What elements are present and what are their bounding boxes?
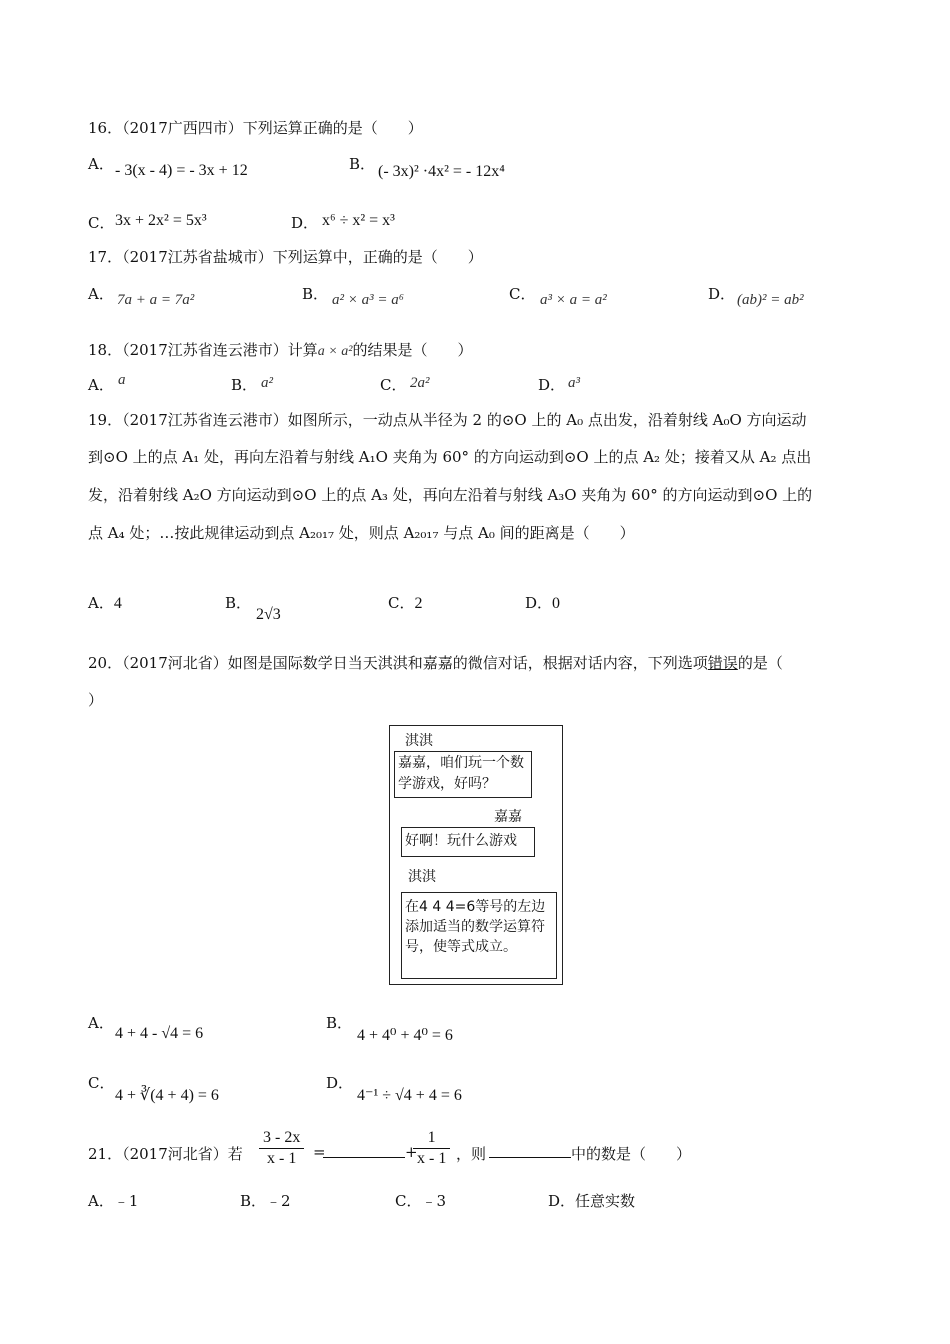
q21-option-c: [395, 1190, 446, 1211]
q19-option-d: [525, 592, 560, 613]
question-text: 如图是国际数学日当天淇淇和嘉嘉的微信对话，根据对话内容，下列选项: [227, 654, 708, 672]
q20-option-b-expr: 4 + 4⁰ + 4⁰ = 6: [357, 1027, 453, 1044]
q21-option-d: [548, 1190, 635, 1211]
option-expr: ﹣1: [113, 1192, 139, 1210]
chat-bubble-2: 好啊！玩什么游戏: [401, 827, 535, 857]
question-text: 如图所示，一动点从半径为 2 的⊙O 上的 A₀ 点出发，沿着射线 A₀O 方向运动: [287, 411, 807, 429]
chat-name-qiqi-2: 淇淇: [408, 869, 436, 885]
question-number: 20．: [88, 654, 123, 672]
question-21-head: [88, 1143, 243, 1164]
wechat-dialog-figure: [389, 725, 563, 985]
q20-option-c-label: C．: [88, 1074, 115, 1092]
q16-option-b-expr: (- 3x)² ·4x² = - 12x⁴: [378, 163, 505, 180]
q17-option-b-label: B．: [302, 285, 329, 303]
q17-option-c-expr: a³ × a = a²: [540, 292, 607, 308]
option-expr: 任意实数: [575, 1192, 636, 1210]
q16-option-c-expr: 3x + 2x² = 5x³: [115, 212, 207, 229]
question-source: （2017江苏省盐城市）: [122, 248, 273, 266]
fraction-numerator: 3 - 2x: [259, 1129, 304, 1149]
q17-option-d-label: D．: [708, 285, 736, 303]
option-label: C．: [395, 1192, 422, 1210]
question-text: 下列运算中，正确的是（ ）: [272, 248, 483, 266]
question-19-line-3: 发，沿着射线 A₂O 方向运动到⊙O 上的点 A₃ 处，再向左沿着与射线 A₃O 夹角为 60° 的方向运动到⊙O 上的: [88, 486, 813, 504]
q17-option-b-expr: a² × a³ = a⁶: [332, 292, 404, 308]
answer-blank-1: [323, 1143, 405, 1162]
question-text: 的结果是（ ）: [352, 341, 473, 359]
fraction-2: [413, 1129, 450, 1168]
question-19-line-1: [88, 409, 807, 430]
q18-option-d-expr: a³: [568, 375, 580, 391]
option-expr: 2: [414, 595, 423, 612]
equals-sign: =: [313, 1143, 326, 1161]
q18-option-b-label: B．: [231, 376, 258, 394]
question-16-stem: [88, 117, 423, 138]
question-expr: a × a²: [317, 344, 353, 359]
question-text: 下列运算正确的是（ ）: [242, 119, 423, 137]
q19-option-b-expr: 2√3: [256, 606, 281, 623]
chat-bubble-3: 在4 4 4=6等号的左边添加适当的数学运算符号，使等式成立。: [401, 892, 557, 979]
q18-option-b-expr: a²: [261, 375, 273, 391]
question-20-line-2: ）: [88, 691, 104, 709]
q21-option-b: [240, 1190, 291, 1211]
q16-option-b-label: B．: [349, 155, 376, 173]
question-19-line-2: 到⊙O 上的点 A₁ 处，再向左沿着与射线 A₁O 夹角为 60° 的方向运动到⊙O 上的点 A₂ 处；接着又从 A₂ 点出: [88, 448, 812, 466]
fraction-denominator: x - 1: [267, 1150, 297, 1167]
q17-option-a-label: A．: [88, 285, 114, 303]
q18-option-c-label: C．: [380, 376, 407, 394]
question-number: 21．: [88, 1145, 123, 1163]
question-21-tail: 中的数是（ ）: [571, 1145, 692, 1163]
option-label: D．: [525, 594, 553, 612]
q16-option-a-label: A．: [88, 155, 114, 173]
option-label: A．: [88, 594, 114, 612]
q20-option-c-expr: 4 + ∛(4 + 4) = 6: [115, 1087, 219, 1104]
option-expr: ﹣3: [421, 1192, 447, 1210]
question-source: （2017江苏省连云港市）: [122, 341, 288, 359]
q18-option-a-label: A．: [88, 376, 114, 394]
q20-option-d-expr: 4⁻¹ ÷ √4 + 4 = 6: [357, 1087, 462, 1104]
fraction-numerator: 1: [413, 1129, 450, 1149]
q17-option-c-label: C．: [509, 285, 536, 303]
fraction-denominator: x - 1: [417, 1150, 447, 1167]
question-source: （2017广西四市）: [122, 119, 243, 137]
question-19-line-4: 点 A₄ 处；…按此规律运动到点 A₂₀₁₇ 处，则点 A₂₀₁₇ 与点 A₀ 间的距离是（ ）: [88, 524, 635, 542]
fraction-1: [259, 1129, 304, 1168]
chat-name-qiqi: 淇淇: [405, 733, 433, 749]
question-number: 19．: [88, 411, 123, 429]
q16-option-a-expr: - 3(x - 4) = - 3x + 12: [115, 162, 248, 179]
chat-name-jiajia: 嘉嘉: [494, 809, 522, 825]
question-number: 17．: [88, 248, 123, 266]
question-number: 16．: [88, 119, 123, 137]
q19-option-b-label: B．: [225, 594, 252, 612]
q19-option-c: [388, 592, 422, 613]
q20-option-a-expr: 4 + 4 - √4 = 6: [115, 1025, 204, 1042]
question-number: 18．: [88, 341, 123, 359]
q21-option-a: [88, 1190, 138, 1211]
option-label: C．: [388, 594, 415, 612]
question-21-mid: ，则: [456, 1145, 487, 1163]
option-label: D．: [548, 1192, 576, 1210]
q19-option-a: [88, 592, 122, 613]
question-20-line-1: [88, 652, 783, 673]
question-source: （2017江苏省连云港市）: [122, 411, 288, 429]
option-expr: 4: [113, 595, 122, 612]
q20-option-d-label: D．: [326, 1074, 354, 1092]
question-text: 若: [227, 1145, 243, 1163]
q18-option-a-expr: a: [118, 372, 126, 388]
question-18-stem: [88, 339, 472, 360]
q16-option-d-label: D．: [291, 214, 319, 232]
q16-option-d-expr: x⁶ ÷ x² = x³: [322, 212, 395, 229]
question-17-stem: [88, 246, 483, 267]
question-source: （2017河北省）: [122, 654, 228, 672]
option-expr: ﹣2: [266, 1192, 291, 1210]
underlined-word: 错误: [707, 654, 738, 672]
q18-option-c-expr: 2a²: [410, 375, 430, 391]
q20-option-b-label: B．: [326, 1014, 353, 1032]
option-expr: 0: [552, 595, 561, 612]
chat-bubble-1: 嘉嘉，咱们玩一个数学游戏，好吗？: [394, 751, 532, 798]
q17-option-d-expr: (ab)² = ab²: [737, 292, 804, 308]
question-text: 计算: [287, 341, 318, 359]
option-label: B．: [240, 1192, 267, 1210]
answer-blank-2: [489, 1143, 571, 1162]
question-source: （2017河北省）: [122, 1145, 228, 1163]
q17-option-a-expr: 7a + a = 7a²: [117, 292, 195, 308]
q20-option-a-label: A．: [88, 1014, 114, 1032]
plus-sign: +: [405, 1143, 418, 1161]
q18-option-d-label: D．: [538, 376, 566, 394]
question-text: 的是（: [737, 654, 783, 672]
option-label: A．: [88, 1192, 114, 1210]
q16-option-c-label: C．: [88, 214, 115, 232]
